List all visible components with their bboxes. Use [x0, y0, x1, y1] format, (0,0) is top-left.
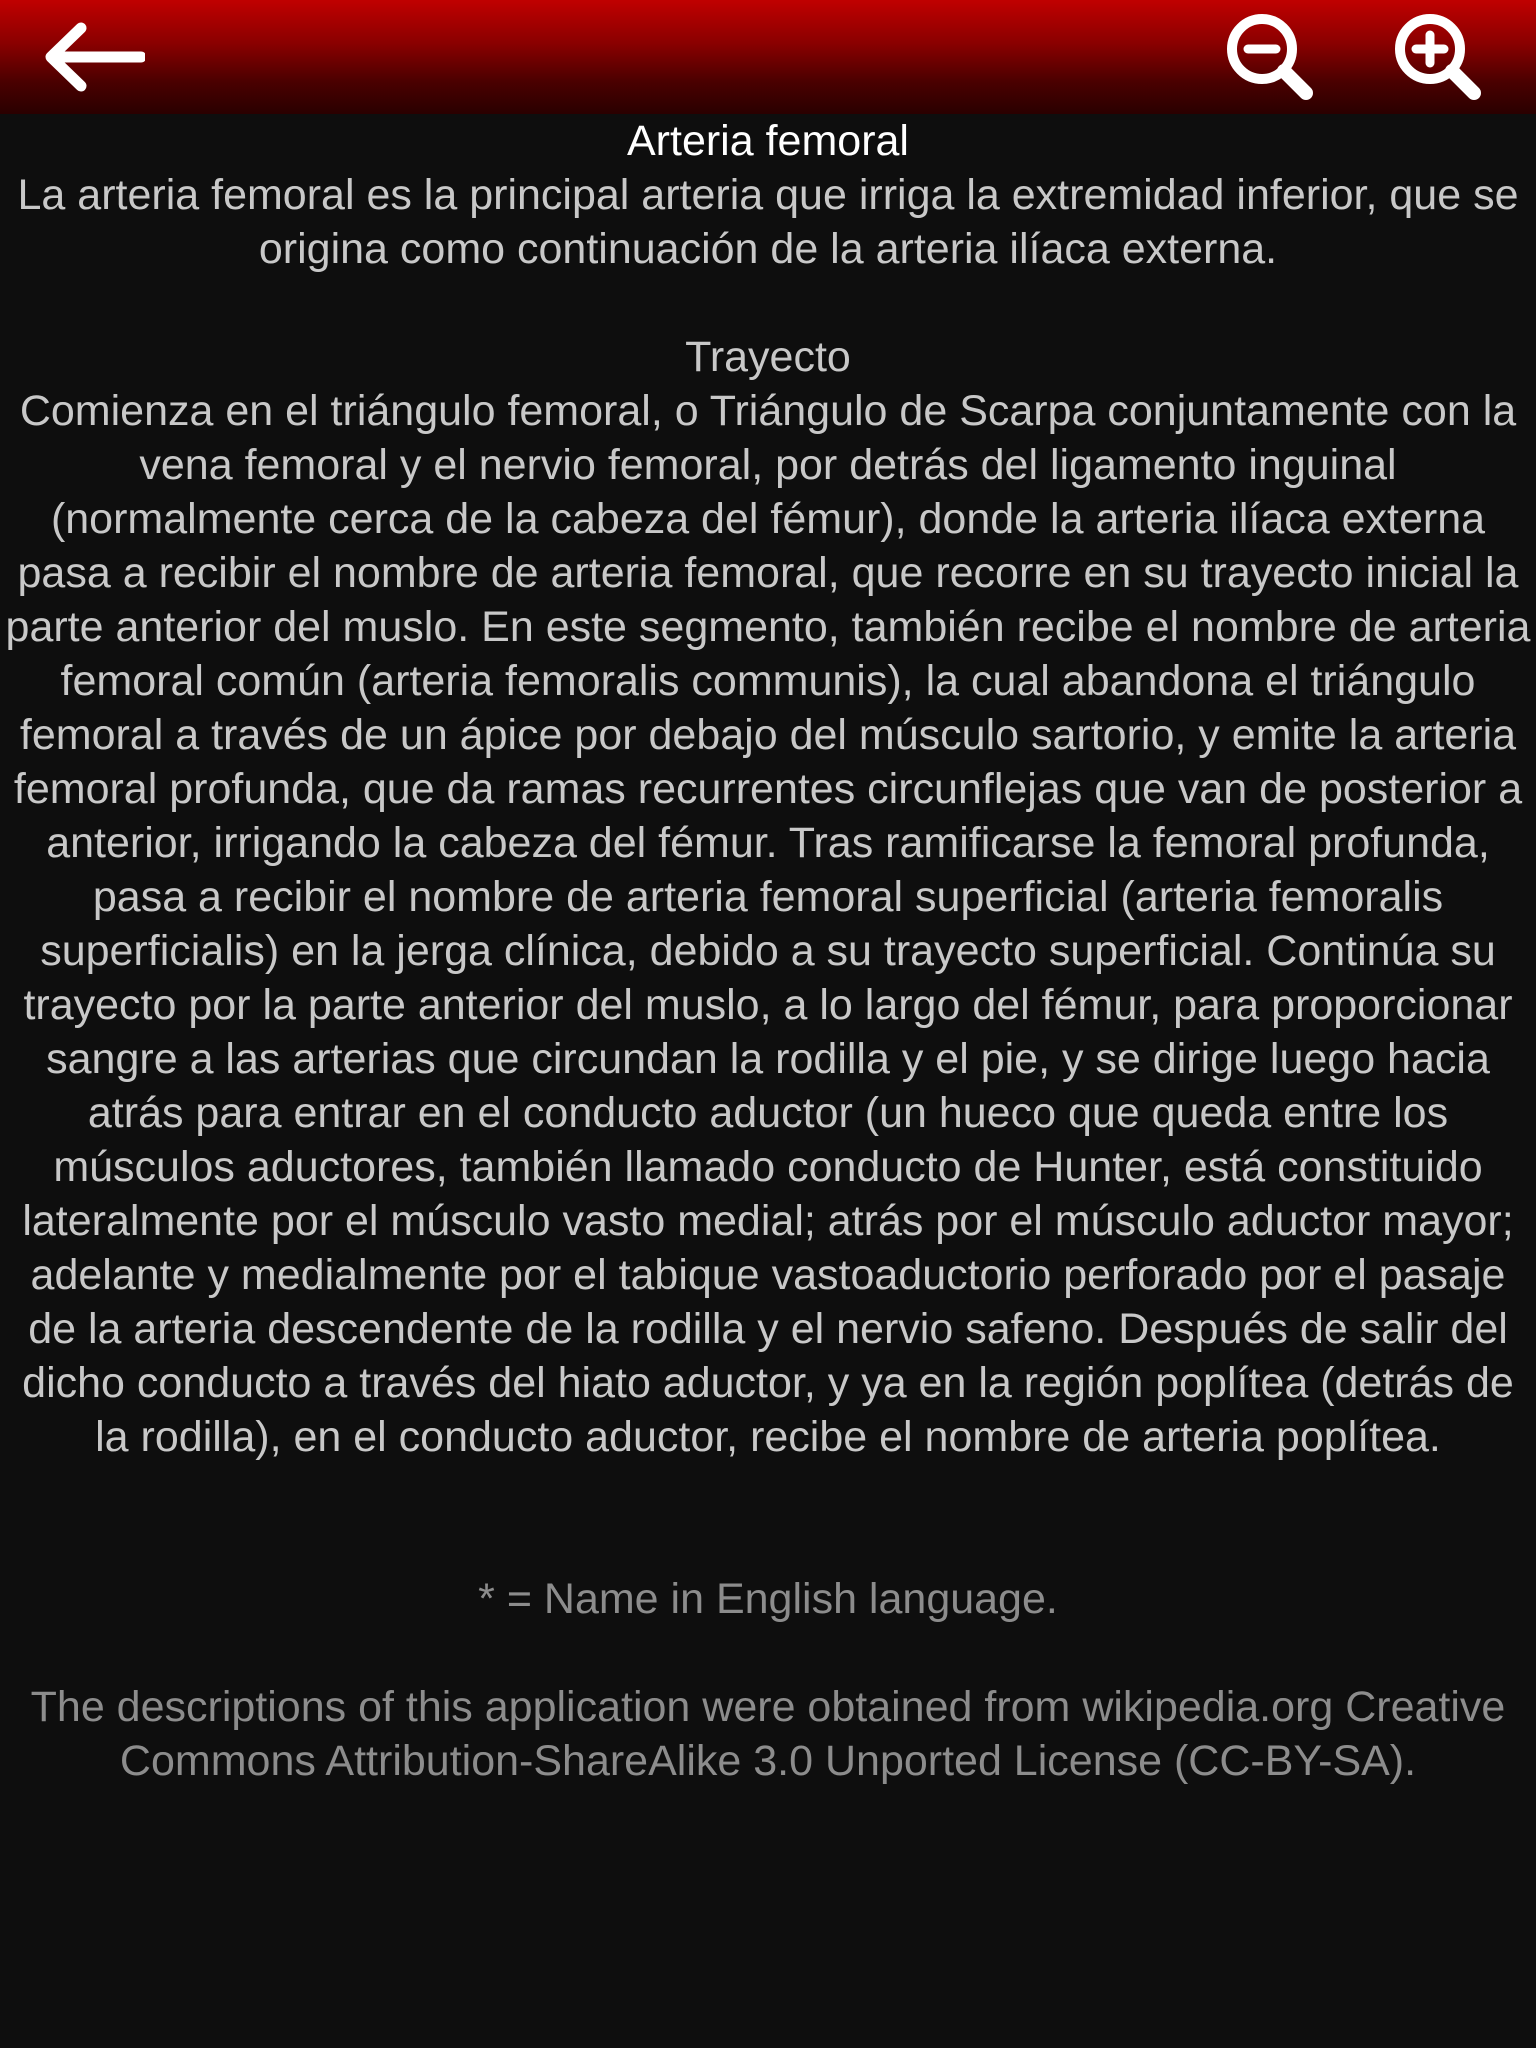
article-title: Arteria femoral [627, 117, 909, 165]
zoom-out-icon [1222, 9, 1318, 105]
arrow-left-icon [41, 22, 145, 92]
spacer [0, 276, 1536, 330]
back-button[interactable] [28, 0, 158, 114]
section-title: Trayecto [685, 333, 851, 381]
zoom-in-icon [1390, 9, 1486, 105]
zoom-in-button[interactable] [1373, 0, 1503, 114]
spacer [0, 1464, 1536, 1572]
section-body: Comienza en el triángulo femoral, o Triángulo de Scarpa conjuntamente con la vena femoral y el nervio femoral, por detrás del ligamento inguinal (normalmente cerca de la cabeza del fémur), donde la arteria ilíaca externa pasa a recibir el nombre de arteria femoral, que recorre en su trayecto inicial la parte anterior del muslo. En este segmento, también recibe el nombre de arteria femoral común (arteria femoralis communis), la cual abandona el triángulo femoral a través de un ápice por debajo del músculo sartorio, y emite la arteria femoral profunda, que da ramas recurrentes circunflejas que van de posterior a anterior, irrigando la cabeza del fémur. Tras ramificarse la femoral profunda, pasa a recibir el nombre de arteria femoral superficial (arteria femoralis superficialis) en la jerga clínica, debido a su trayecto superficial. Continúa su trayecto por la parte anterior del muslo, a lo largo del fémur, para proporcionar sangre a las arterias que circundan la rodilla y el pie, y se dirige luego hacia atrás para entrar en el conducto aductor (un hueco que queda entre los músculos aductores, también llamado conducto de Hunter, está constituido lateralmente por el músculo vasto medial; atrás por el músculo aductor mayor; adelante y medialmente por el tabique vastoaductorio perforado por el pasaje de la arteria descendente de la rodilla y el nervio safeno. Después de salir del dicho conducto a través del hiato aductor, y ya en la región poplítea (detrás de la rodilla), en el conducto aductor, recibe el nombre de arteria poplítea. [5, 387, 1531, 1461]
english-note: * = Name in English language. [478, 1575, 1058, 1623]
license-text: The descriptions of this application were obtained from wikipedia.org Creative Commons Attribution-ShareAlike 3.0 Unported License (CC-BY-SA). [30, 1683, 1506, 1785]
spacer [0, 1626, 1536, 1680]
top-toolbar [0, 0, 1536, 114]
article-intro: La arteria femoral es la principal arteria que irriga la extremidad inferior, que se origina como continuación de la arteria ilíaca externa. [17, 171, 1519, 273]
zoom-out-button[interactable] [1205, 0, 1335, 114]
article-content [0, 114, 1536, 1788]
